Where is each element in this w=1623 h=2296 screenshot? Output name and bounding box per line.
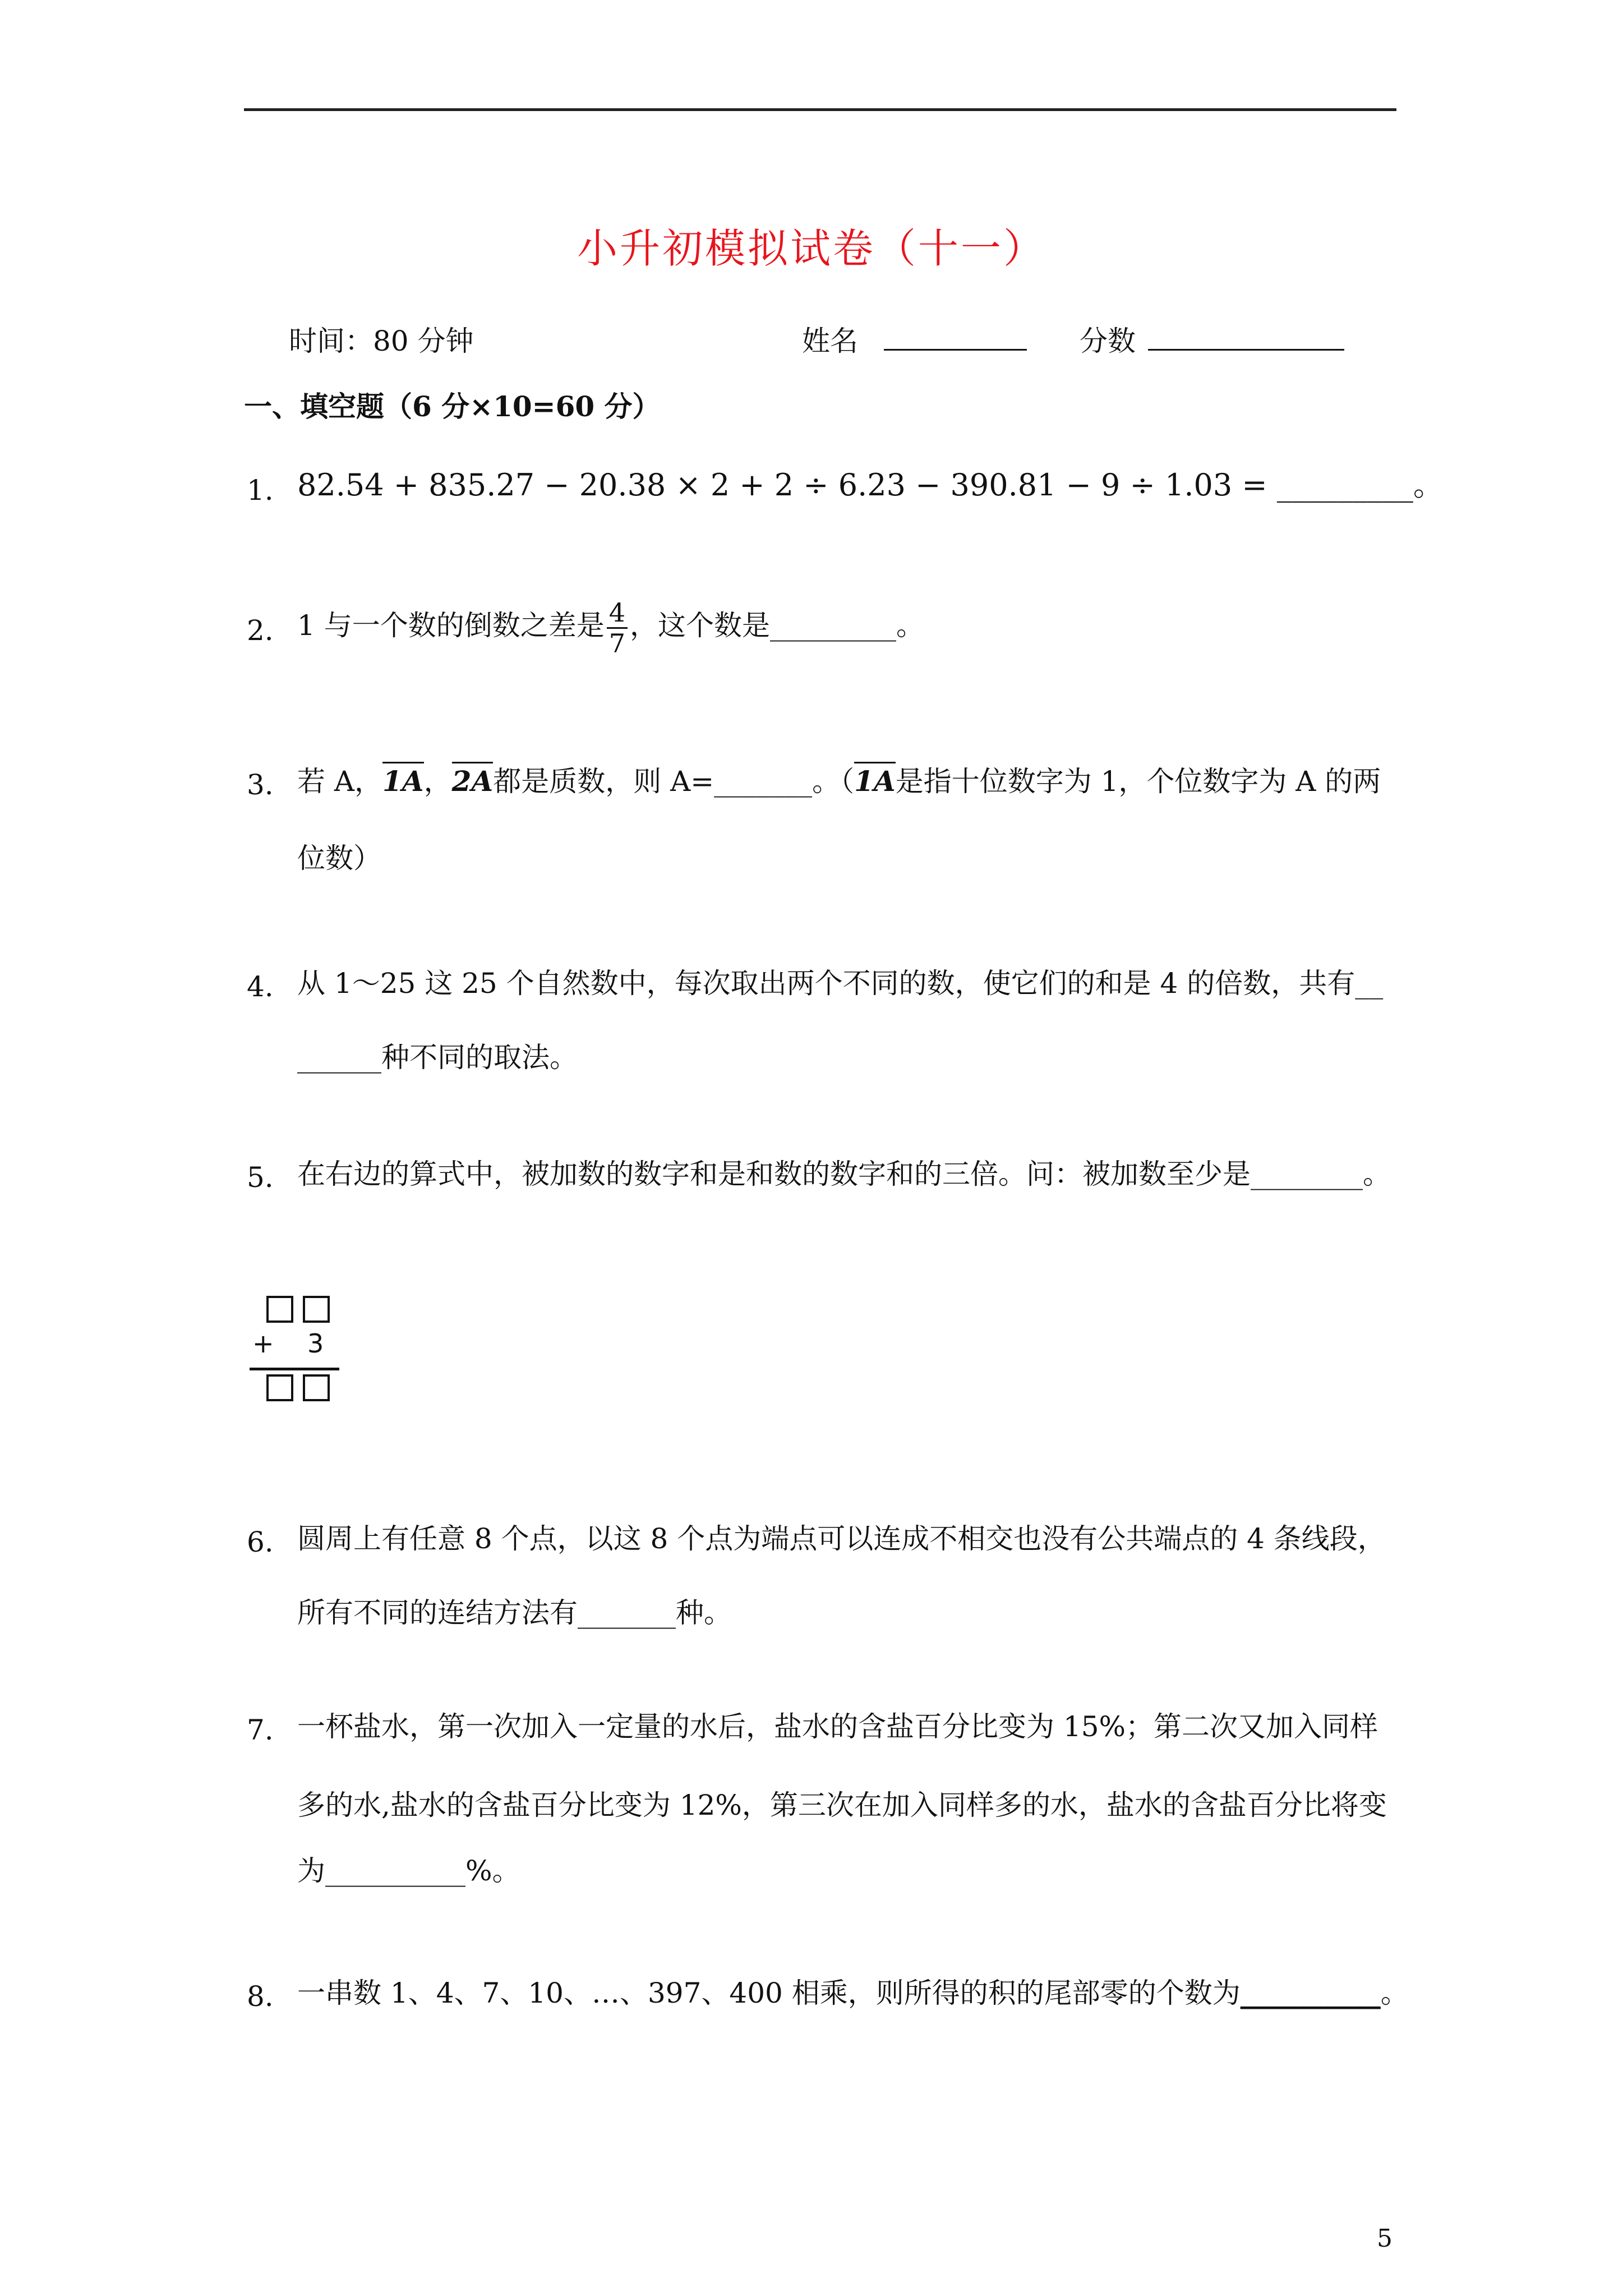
question-7-line-2: 多的水,盐水的含盐百分比变为 12%，第三次在加入同样多的水，盐水的含盐百分比将变 [297, 1789, 1387, 1821]
punctuation: 。 [896, 609, 924, 642]
question-6-line-1: 圆周上有任意 8 个点，以这 8 个点为端点可以连成不相交也没有公共端点的 4 条线段， [297, 1522, 1386, 1555]
question-2-text: 1 与一个数的倒数之差是 [297, 609, 605, 642]
question-number: 2. [247, 614, 274, 647]
question-2-text-b: ，这个数是 [630, 609, 770, 642]
fraction-numerator: 4 [607, 598, 628, 629]
punctuation: 。 [1380, 1977, 1409, 2009]
score-field[interactable] [1080, 319, 1344, 359]
section-heading: 一、填空题（6 分×10=60 分） [244, 390, 661, 423]
question-1-expression: 82.54 + 835.27 − 20.38 × 2 + 2 ÷ 6.23 − 390.81 − 9 ÷ 1.03 = [297, 467, 1267, 503]
time-label: 时间：80 分钟 [289, 325, 474, 357]
answer-blank[interactable]: _________ [770, 609, 896, 642]
top-rule [244, 108, 1396, 111]
question-7-line-1: 一杯盐水，第一次加入一定量的水后，盐水的含盐百分比变为 15%；第二次又加入同样 [297, 1710, 1378, 1743]
overline-number: 1A [854, 762, 896, 798]
question-8-text: 一串数 1、4、7、10、…、397、400 相乘，则所得的积的尾部零的个数为 [297, 1977, 1241, 2009]
question-number: 3. [247, 769, 274, 801]
name-field[interactable] [802, 319, 1027, 359]
score-blank[interactable] [1148, 321, 1344, 351]
page-title: 小升初模拟试卷（十一） [577, 225, 1046, 272]
name-label: 姓名 [802, 325, 858, 357]
question-3-text: 若 A， [297, 765, 383, 798]
answer-blank[interactable]: __________ [1240, 1976, 1381, 2009]
question-8 [297, 1976, 1409, 2009]
question-6-line-2: 所有不同的连结方法有_______种。 [297, 1596, 732, 1629]
question-3-text: 都是质数，则 A=_______。（ [493, 765, 855, 798]
fraction [607, 598, 628, 658]
page-number: 5 [1377, 2224, 1393, 2253]
question-1 [297, 467, 1444, 503]
answer-blank[interactable]: _________ [1276, 467, 1413, 503]
question-number: 8. [247, 1980, 274, 2013]
question-3-text: ， [423, 765, 452, 798]
addend-digit: 3 [307, 1328, 324, 1359]
question-5: 在右边的算式中，被加数的数字和是和数的数字和的三倍。问：被加数至少是________。 [297, 1158, 1391, 1190]
question-3 [297, 765, 1381, 798]
question-number: 6. [247, 1526, 274, 1558]
question-3-text: 是指十位数字为 1，个位数字为 A 的两 [895, 765, 1381, 798]
question-7-line-3: 为__________%。 [297, 1855, 520, 1887]
question-number: 1. [247, 474, 274, 507]
digit-box[interactable] [266, 1296, 293, 1323]
question-3-line-2: 位数） [297, 842, 381, 875]
punctuation: 。 [1413, 467, 1444, 503]
question-number: 7. [247, 1714, 274, 1746]
score-label: 分数 [1080, 325, 1136, 357]
overline-number: 1A [382, 762, 424, 798]
plus-sign: + [252, 1328, 274, 1359]
sum-line [250, 1368, 339, 1370]
question-number: 5. [247, 1161, 274, 1194]
fraction-denominator: 7 [608, 628, 625, 659]
addition-puzzle [247, 1285, 348, 1414]
name-blank[interactable] [884, 321, 1027, 351]
overline-number: 2A [452, 762, 494, 798]
digit-box[interactable] [303, 1296, 330, 1323]
digit-box[interactable] [303, 1374, 330, 1401]
question-number: 4. [247, 970, 274, 1003]
question-4-line-1: 从 1～25 这 25 个自然数中，每次取出两个不同的数，使它们的和是 4 的倍数，共有__ [297, 967, 1384, 1000]
question-4-line-2: ______种不同的取法。 [297, 1041, 578, 1074]
digit-box[interactable] [266, 1374, 293, 1401]
question-2 [297, 592, 924, 659]
